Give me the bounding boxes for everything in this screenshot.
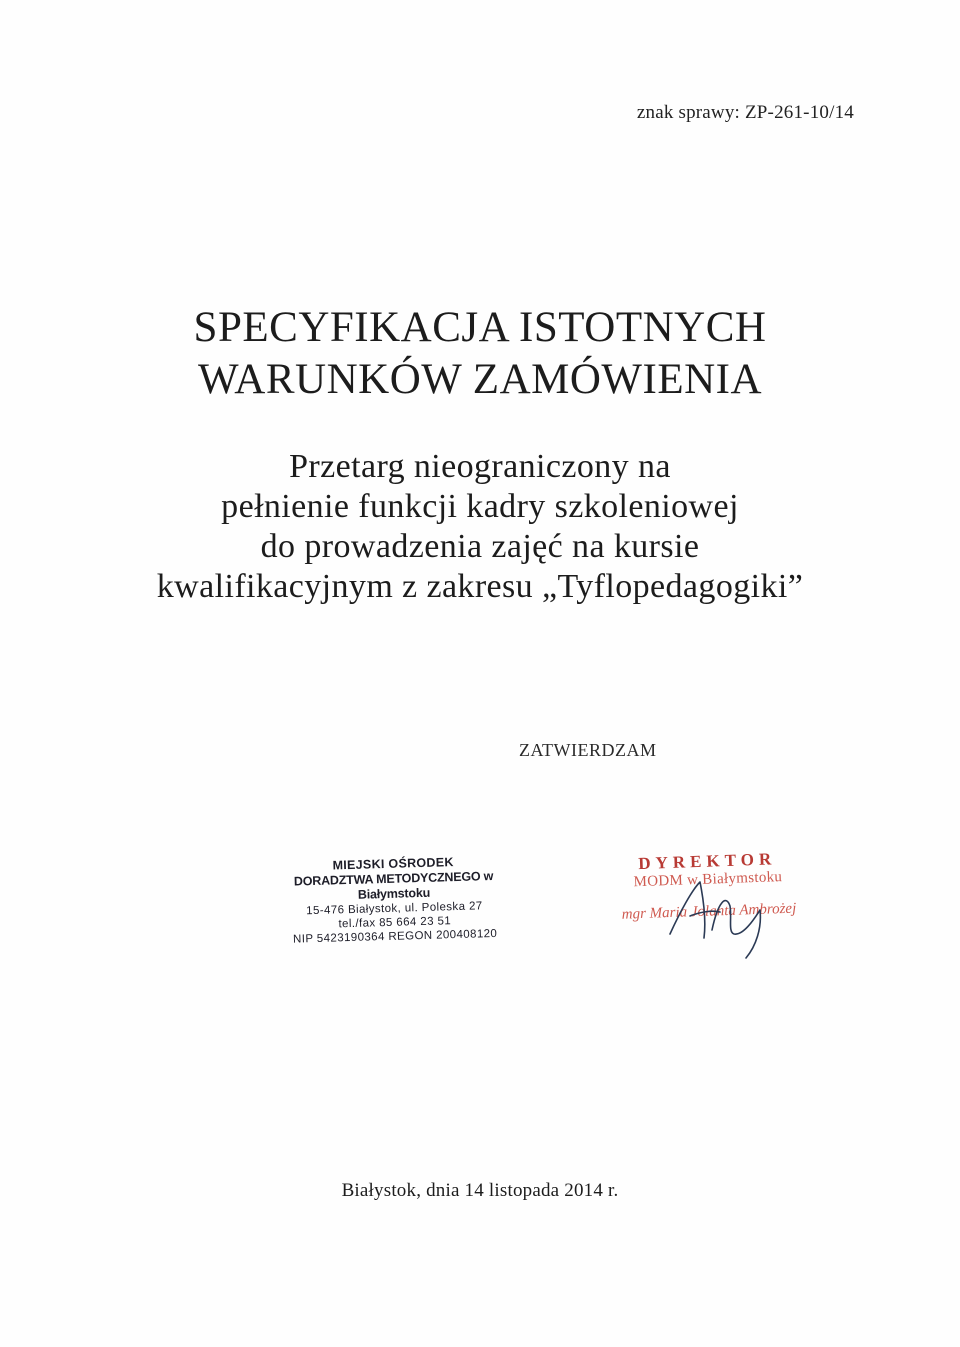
subtitle-line: Przetarg nieograniczony na: [289, 448, 671, 485]
document-subtitle: [0, 447, 960, 607]
approval-label: ZATWIERDZAM: [519, 740, 657, 760]
director-org: MODM w Białymstoku: [633, 869, 783, 891]
stamp-line: tel./fax 85 664 23 51: [338, 915, 452, 931]
subtitle-line: do prowadzenia zajęć na kursie: [260, 528, 700, 565]
director-name: mgr Maria Jolanta Ambrożej: [621, 900, 797, 923]
case-reference: znak sprawy: ZP-261-10/14: [636, 102, 854, 123]
subtitle-line: pełnienie funkcji kadry szkoleniowej: [221, 488, 739, 525]
director-title: DYREKTOR: [637, 849, 777, 874]
handwritten-signature: [660, 872, 780, 962]
title-line: WARUNKÓW ZAMÓWIENIA: [197, 356, 763, 403]
title-line: SPECYFIKACJA ISTOTNYCH: [193, 304, 767, 351]
stamp-line: NIP 5423190364 REGON 200408120: [292, 927, 498, 946]
document-title: [0, 302, 960, 406]
stamp-line: MIEJSKI OŚRODEK: [332, 855, 454, 873]
stamp-line: DORADZTWA METODYCZNEGO w Białymstoku: [293, 868, 494, 902]
institution-stamp: [278, 854, 510, 947]
subtitle-line: kwalifikacyjnym z zakresu „Tyflopedagogiki”: [156, 568, 804, 605]
place-date: Białystok, dnia 14 listopada 2014 r.: [341, 1180, 619, 1201]
stamp-line: 15-476 Białystok, ul. Poleska 27: [306, 900, 483, 918]
